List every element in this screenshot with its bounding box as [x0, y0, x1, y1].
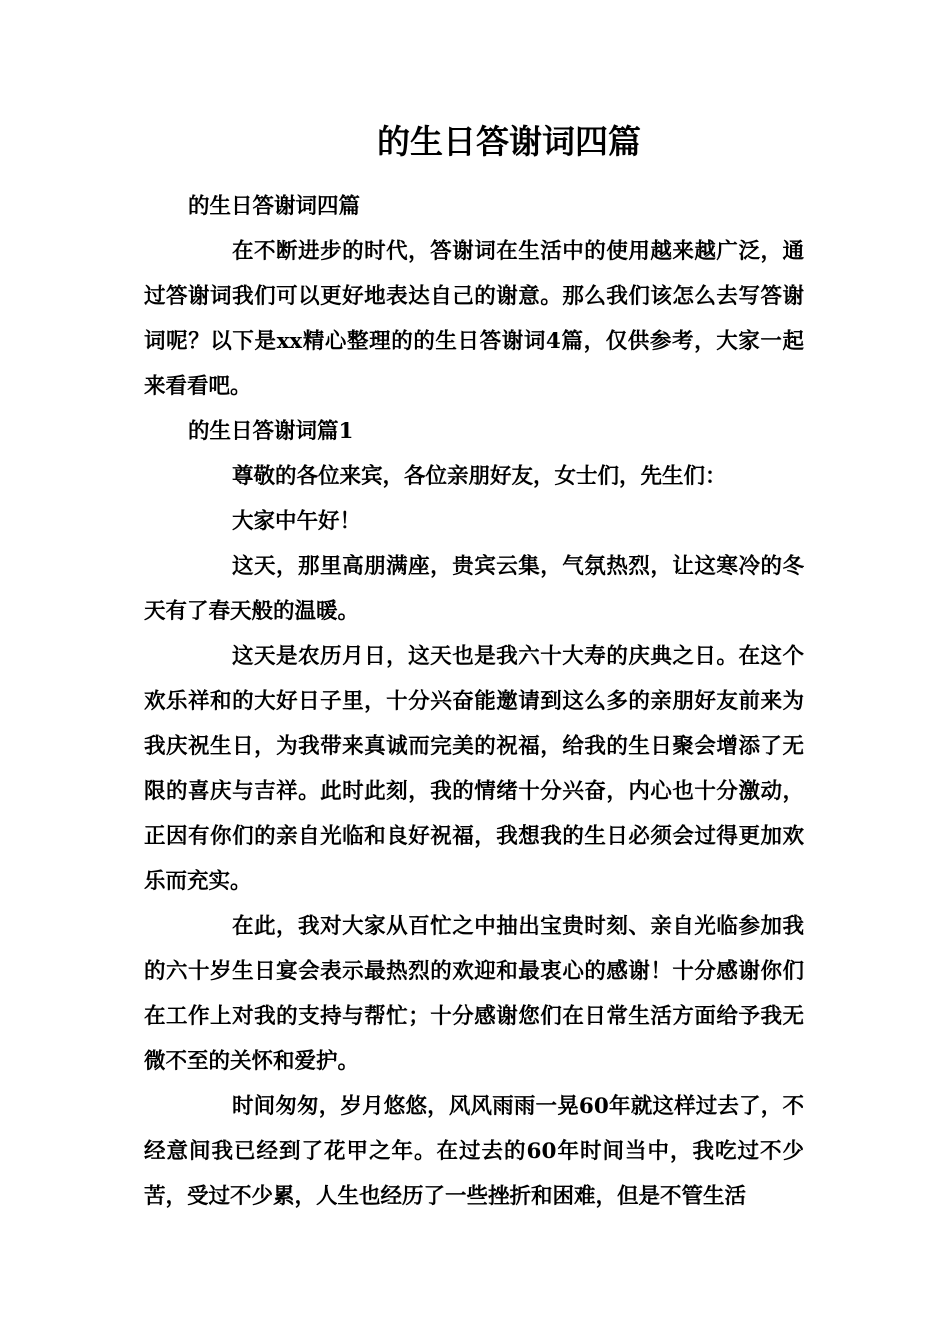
greeting-paragraph: 大家中午好！ — [232, 509, 362, 534]
section-heading: 的生日答谢词篇1 — [188, 419, 354, 444]
salutation-paragraph: 尊敬的各位来宾，各位亲朋好友，女士们，先生们： — [232, 464, 727, 489]
body-paragraph: 时间匆匆，岁月悠悠，风风雨雨一晃60年就这样过去了，不经意间我已经到了花甲之年。在过去的60年时间当中，我吃过不少苦，受过不少累，人生也经历了一些挫折和困难，但是不管生活 — [144, 1094, 804, 1209]
document-body — [144, 184, 804, 1219]
body-paragraph: 这天是农历月日，这天也是我六十大寿的庆典之日。在这个欢乐祥和的大好日子里，十分兴奋能邀请到这么多的亲朋好友前来为我庆祝生日，为我带来真诚而完美的祝福，给我的生日聚会增添了无限的喜庆与吉祥。此时此刻，我的情绪十分兴奋，内心也十分激动，正因有你们的亲自光临和良好祝福，我想我的生日必须会过得更加欢乐而充实。 — [144, 644, 804, 894]
document-title: 的生日答谢词四篇 — [377, 122, 641, 161]
body-paragraph: 这天，那里高朋满座，贵宾云集，气氛热烈，让这寒冷的冬天有了春天般的温暖。 — [144, 554, 804, 624]
body-paragraph: 在此，我对大家从百忙之中抽出宝贵时刻、亲自光临参加我的六十岁生日宴会表示最热烈的欢迎和最衷心的感谢！十分感谢你们在工作上对我的支持与帮忙；十分感谢您们在日常生活方面给予我无微不至的关怀和爱护。 — [144, 914, 804, 1074]
document-subtitle: 的生日答谢词四篇 — [188, 194, 361, 219]
intro-paragraph: 在不断进步的时代，答谢词在生活中的使用越来越广泛，通过答谢词我们可以更好地表达自己的谢意。那么我们该怎么去写答谢词呢？以下是xx精心整理的的生日答谢词4篇，仅供参考，大家一起来看看吧。 — [144, 239, 804, 399]
